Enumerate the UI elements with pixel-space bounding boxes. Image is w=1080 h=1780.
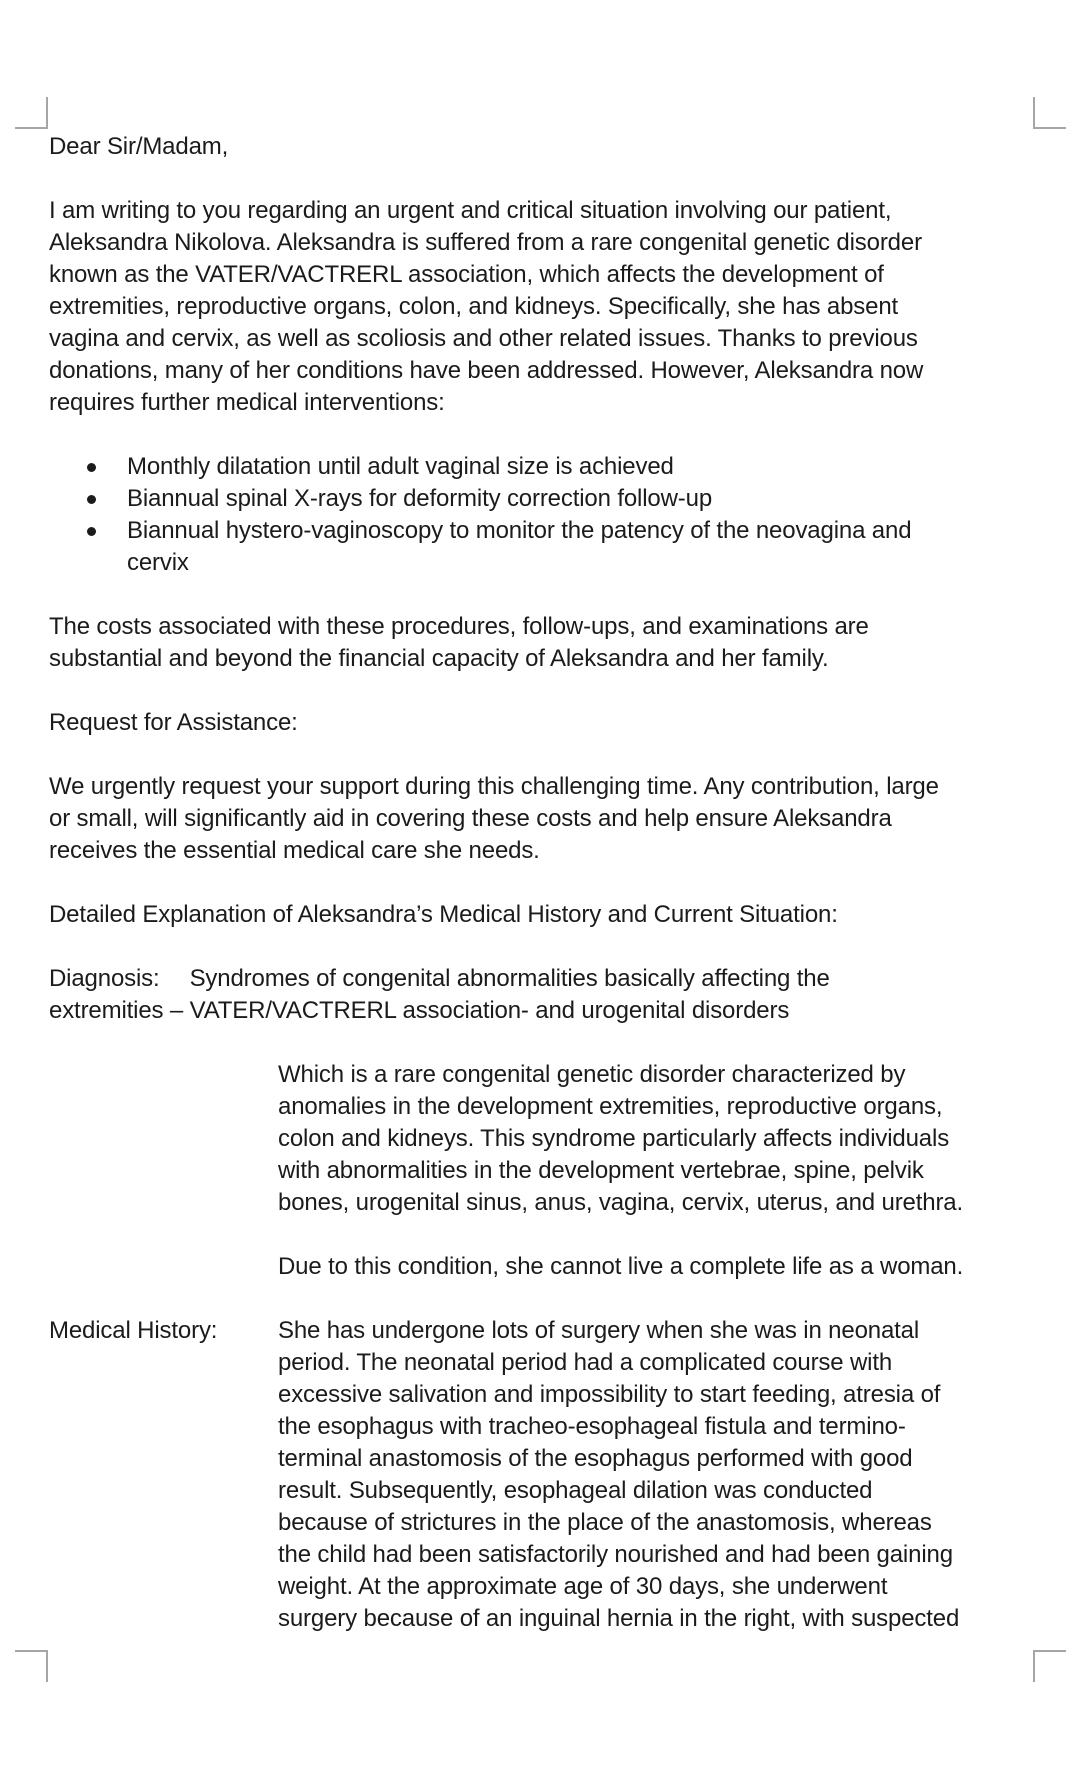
paragraph-line: donations, many of her conditions have been addressed. However, Aleksandra now [49, 357, 924, 384]
page-corner-mark-bottom-left [15, 1650, 48, 1682]
paragraph-line: colon and kidneys. This syndrome particularly affects individuals [278, 1125, 950, 1152]
diagnosis-description [278, 1059, 1049, 1283]
medical-history-label: Medical History: [49, 1317, 218, 1344]
paragraph-line: I am writing to you regarding an urgent and critical situation involving our patient, [49, 197, 892, 224]
list-item-text: Biannual hystero-vaginoscopy to monitor the patency of the neovagina and [127, 517, 912, 544]
list-item-text: Monthly dilatation until adult vaginal size is achieved [127, 453, 674, 480]
costs-paragraph [49, 611, 1049, 675]
interventions-list [49, 451, 1049, 579]
page-corner-mark-top-left [15, 97, 48, 129]
bullet-icon [87, 527, 96, 536]
list-item [49, 451, 1049, 483]
paragraph-line: excessive salivation and impossibility to start feeding, atresia of [278, 1381, 941, 1408]
diagnosis-impact: Due to this condition, she cannot live a complete life as a woman. [278, 1253, 964, 1280]
page-corner-mark-bottom-right [1033, 1650, 1066, 1682]
list-item-text: Biannual spinal X-rays for deformity correction follow-up [127, 485, 713, 512]
paragraph-line: because of strictures in the place of the anastomosis, whereas [278, 1509, 932, 1536]
paragraph-line: terminal anastomosis of the esophagus performed with good [278, 1445, 913, 1472]
list-item-text: cervix [127, 549, 189, 576]
request-paragraph [49, 771, 1049, 867]
paragraph-line: The costs associated with these procedures, follow-ups, and examinations are [49, 613, 869, 640]
bullet-icon [87, 495, 96, 504]
page-corner-mark-top-right [1033, 97, 1066, 129]
paragraph-line: weight. At the approximate age of 30 days, she underwent [278, 1573, 888, 1600]
paragraph-line: Which is a rare congenital genetic disorder characterized by [278, 1061, 906, 1088]
paragraph-line: or small, will significantly aid in covering these costs and help ensure Aleksandra [49, 805, 892, 832]
medical-history-section [49, 1315, 1049, 1635]
paragraph-line: the child had been satisfactorily nourished and had been gaining [278, 1541, 953, 1568]
paragraph-line: receives the essential medical care she needs. [49, 837, 540, 864]
paragraph-line: bones, urogenital sinus, anus, vagina, cervix, uterus, and urethra. [278, 1189, 964, 1216]
details-heading: Detailed Explanation of Aleksandra’s Medical History and Current Situation: [49, 901, 838, 928]
paragraph-line: anomalies in the development extremities, reproductive organs, [278, 1093, 943, 1120]
paragraph-line: Aleksandra Nikolova. Aleksandra is suffered from a rare congenital genetic disorder [49, 229, 922, 256]
paragraph-line: result. Subsequently, esophageal dilation was conducted [278, 1477, 873, 1504]
paragraph-line: the esophagus with tracheo-esophageal fistula and termino- [278, 1413, 906, 1440]
paragraph-line: She has undergone lots of surgery when she was in neonatal [278, 1317, 920, 1344]
diagnosis-text-continued: extremities – VATER/VACTRERL association- and urogenital disorders [49, 997, 790, 1024]
paragraph-line: surgery because of an inguinal hernia in the right, with suspected [278, 1605, 960, 1632]
diagnosis-label: Diagnosis: [49, 965, 160, 992]
list-item [49, 515, 1049, 579]
document-page [49, 131, 1049, 1635]
medical-history-text [278, 1315, 1049, 1635]
paragraph-line: extremities, reproductive organs, colon, and kidneys. Specifically, she has absent [49, 293, 899, 320]
diagnosis-section [49, 963, 1049, 1283]
paragraph-line: requires further medical interventions: [49, 389, 445, 416]
list-item [49, 483, 1049, 515]
paragraph-line: vagina and cervix, as well as scoliosis and other related issues. Thanks to previous [49, 325, 918, 352]
paragraph-line: substantial and beyond the financial capacity of Aleksandra and her family. [49, 645, 829, 672]
paragraph-line: period. The neonatal period had a complicated course with [278, 1349, 893, 1376]
intro-paragraph [49, 195, 1049, 419]
request-heading: Request for Assistance: [49, 709, 298, 736]
paragraph-line: We urgently request your support during this challenging time. Any contribution, large [49, 773, 939, 800]
salutation: Dear Sir/Madam, [49, 133, 229, 160]
bullet-icon [87, 463, 96, 472]
paragraph-line: known as the VATER/VACTRERL association, which affects the development of [49, 261, 884, 288]
paragraph-line: with abnormalities in the development vertebrae, spine, pelvik [278, 1157, 924, 1184]
diagnosis-text: Syndromes of congenital abnormalities basically affecting the [189, 965, 830, 992]
